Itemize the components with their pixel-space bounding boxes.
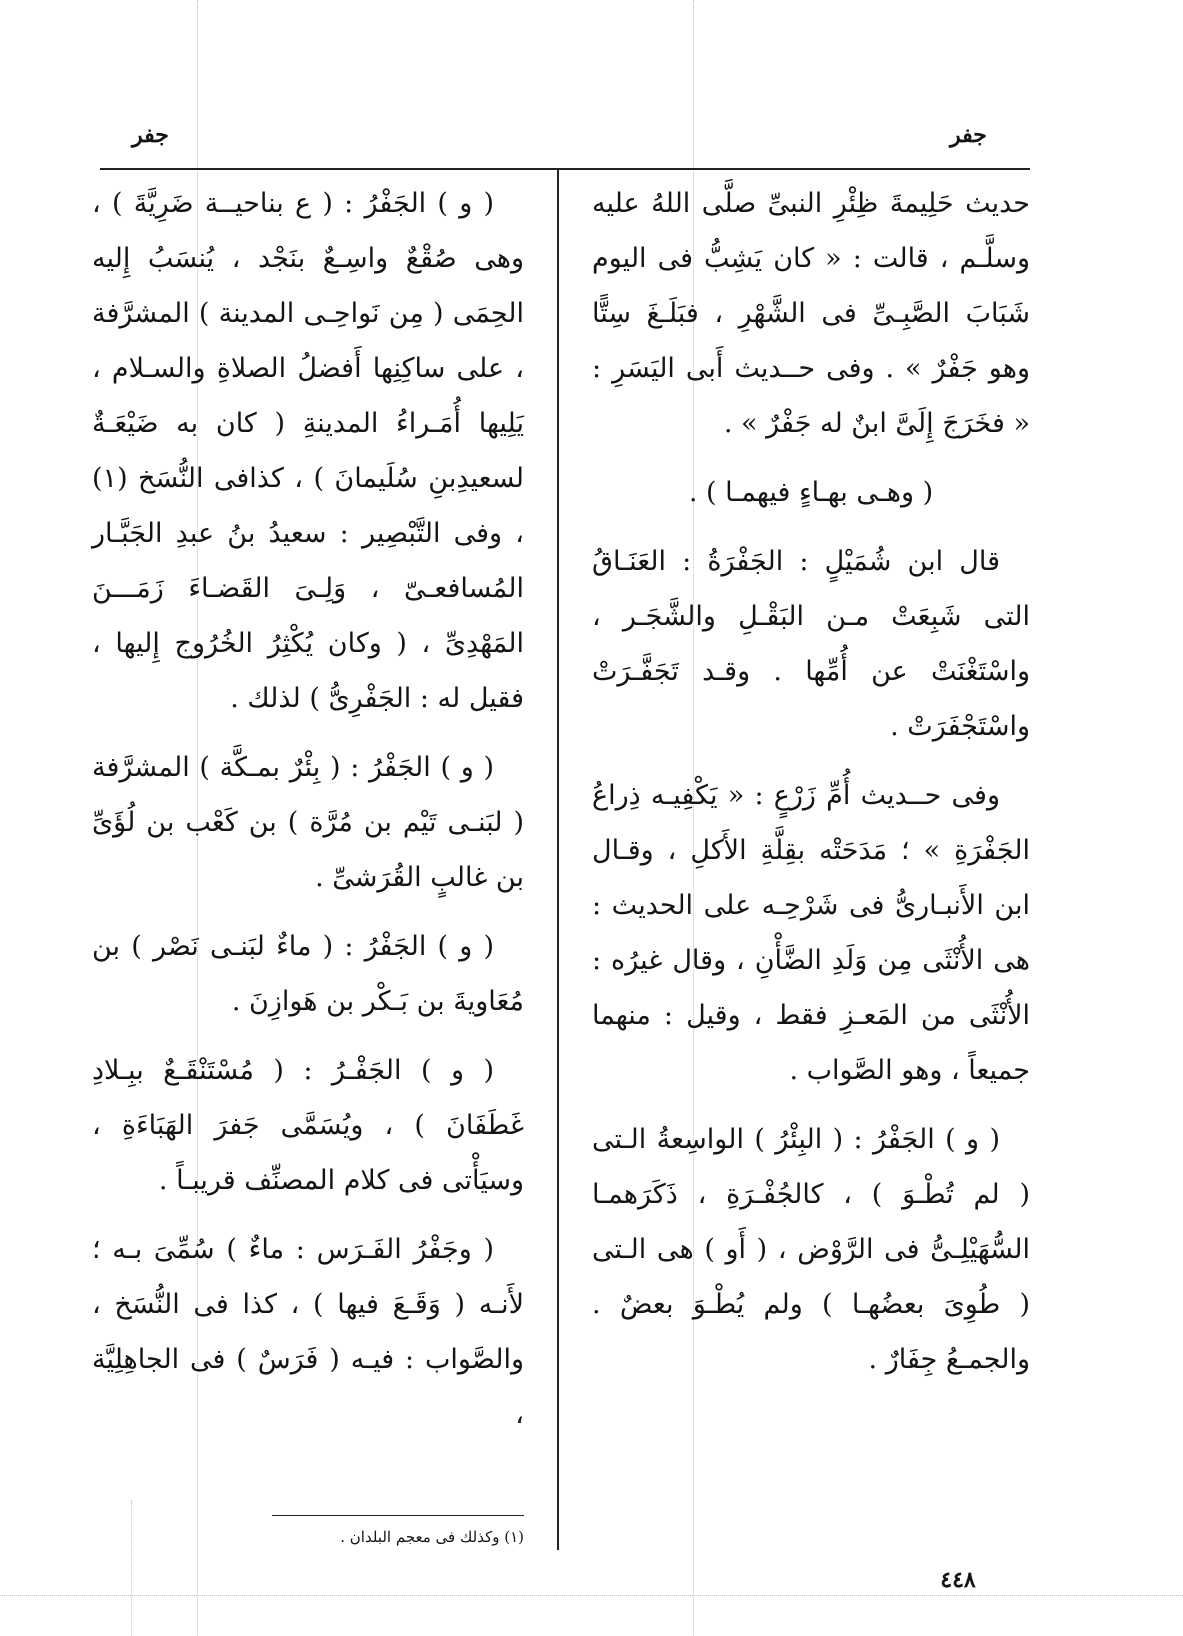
right-column xyxy=(592,176,1030,1401)
footnote-rule xyxy=(272,1515,524,1516)
paragraph: حديث حَلِيمةَ ظِئْرِ النبىِّ صلَّى اللهُ عليه وسلَّـم ، قالت : « كان يَشِبُّ فى اليوم شَبَابَ الصَّبِـىِّ فى الشَّهْرِ ، فبَلَـغَ سِتًّا وهو جَفْرٌ » . وفى حــديث أَبى اليَسَرِ : « فخَرَجَ إِلَىَّ ابنٌ له جَفْرٌ » . xyxy=(592,188,1030,439)
footnote: (١) وكذلك فى معجم البلدان . xyxy=(340,1528,524,1546)
paragraph: ( و ) الجَفْرُ : ( ع بناحيــة ضَرِيَّةَ ) ، وهى صُقْعٌ واسِـعٌ بنَجْد ، يُنسَبُ إِليه الحِمَى ( مِن نَواحِـى المدينة ) المشرَّفة ، على ساكِنِها أَفضلُ الصلاةِ والسـلام ، يَلِيها أُمَـراءُ المدينةِ ( كان به ضَيْعَـةٌ لسعيدِبنِ سُلَيمانَ ) ، كذافى النُّسَخ (١) ، وفى التَّبْصِير : سعيدُ بنُ عبدِ الجَبَّـار المُسافعـىّ ، وَلِـىَ القَضـاءَ زَمَـــنَ المَهْدِىِّ ، ( وكان يُكْثِرُ الخُرُوج إِليها ، فقيل له : الجَفْرِىُّ ) لذلك . xyxy=(92,188,524,714)
paragraph: وفى حــديث أُمِّ زَرْعٍ : « يَكْفِيـه ذِراعُ الجَفْرَةِ » ؛ مَدَحَتْه بقِلَّةِ الأَكلِ ، وقـال ابن الأَنبـارىُّ فى شَرْحِـه على الحديث : هى الأُنْثَى مِن وَلَدِ الضَّأْنِ ، وقال غيرُه : الأُنْثَى من المَعـزِ فقط ، وقيل : منهما جميعاً ، وهو الصَّواب . xyxy=(592,780,1030,1086)
paragraph: ( و ) الجَفْرُ : ( البِئْرُ ) الواسِعةُ الـتى ( لم تُطْـوَ ) ، كالجُفْـرَةِ ، ذَكَرَهمـا السُّهَيْلِـىُّ فى الرَّوْض ، ( أَو ) هى الـتى ( طُوِىَ بعضُهـا ) ولم يُطْـوَ بعضٌ . والجمـعُ جِفَارٌ . xyxy=(592,1124,1030,1375)
scan-guide-line xyxy=(131,1500,132,1636)
right-header-word: جفر xyxy=(950,122,987,148)
left-header-word: جفر xyxy=(132,122,169,148)
page-number: ٤٤٨ xyxy=(940,1567,976,1593)
paragraph: ( و ) الجَفْرُ : ( ماءٌ لبَنـى نَصْر ) بن مُعَاويةَ بن بَـكْر بن هَوازِنَ . xyxy=(92,931,524,1017)
paragraph: ( وجَفْرُ الفَـرَس : ماءٌ ) سُمِّىَ بـه ؛ لأَنـه ( وَقَـعَ فيها ) ، كذا فى النُّسَخ ، والصَّواب : فيـه ( فَرَسٌ ) فى الجاهِلِيَّة ، xyxy=(92,1234,524,1430)
scan-guide-line xyxy=(0,1595,1183,1596)
left-column xyxy=(92,176,524,1456)
header-rule xyxy=(100,168,1030,170)
paragraph: قال ابن شُمَيْلٍ : الجَفْرَةُ : العَنَـاقُ التى شَبِعَتْ مـن البَقْـلِ والشَّجَـر ، واسْتَغْنَتْ عن أُمِّها . وقـد تَجَفَّـرَتْ واسْتَجْفَرَتْ . xyxy=(592,546,1030,742)
paragraph: ( و ) الجَفْرُ : ( بِئْرٌ بمـكَّة ) المشرَّفة ( لبَنـى تَيْم بن مُرَّة ) بن كَعْب بن لُؤَىِّ بن غالبٍ القُرَشىِّ . xyxy=(92,752,524,893)
paragraph: ( و ) الجَفْـرُ : ( مُسْتَنْقَـعٌ ببِـلادِ غَطَفَانَ ) ، ويُسَمَّى جَفرَ الهَبَاءَةِ ، وسيَأْتى فى كلام المصنِّف قريبـاً . xyxy=(92,1055,524,1196)
paragraph: ( وهـى بهـاءٍ فيهمـا ) . xyxy=(688,477,934,508)
column-divider xyxy=(557,170,559,1550)
